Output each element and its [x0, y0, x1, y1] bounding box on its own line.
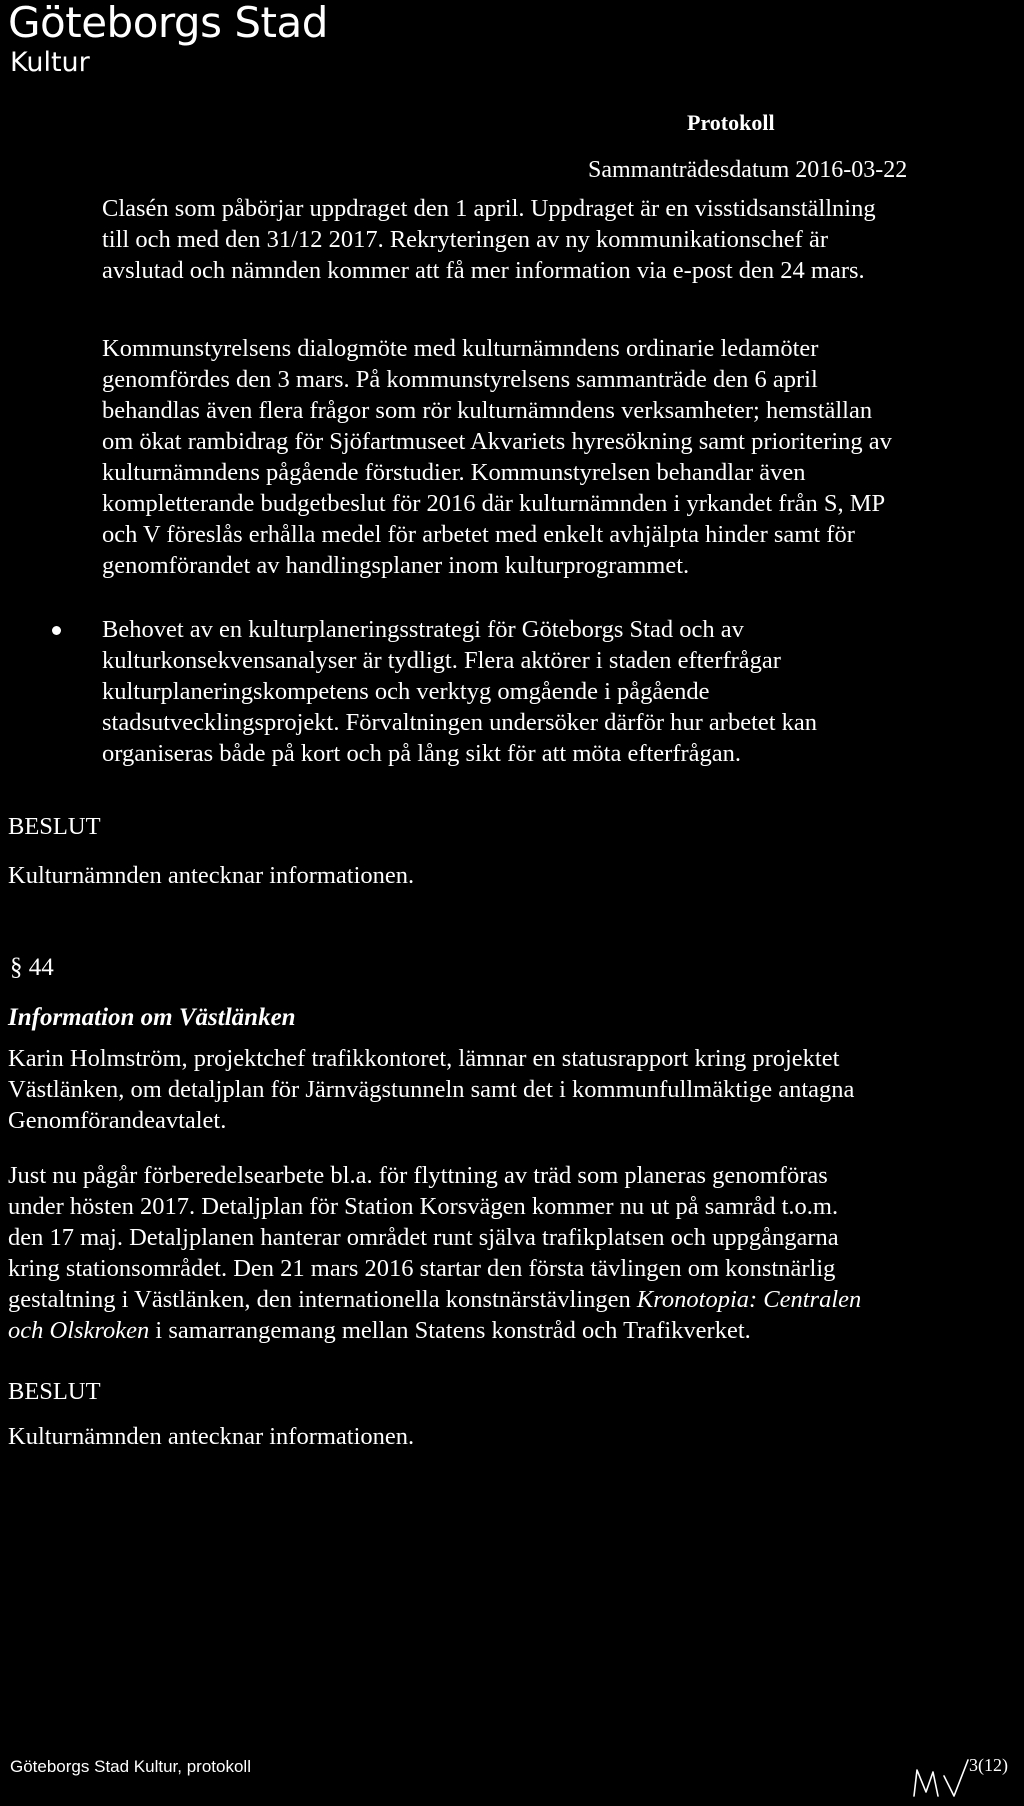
text-line: om ökat rambidrag för Sjöfartmuseet Akvariets hyresökning samt prioritering av	[102, 428, 892, 455]
meeting-date: Sammanträdesdatum 2016-03-22	[588, 157, 908, 183]
text-line: Västlänken, om detaljplan för Järnvägstunneln samt det i kommunfullmäktige antagna	[8, 1076, 855, 1103]
footer-document-label: Göteborgs Stad Kultur, protokoll	[10, 1757, 251, 1776]
text-line: genomförandet av handlingsplaner inom kulturprogrammet.	[102, 552, 690, 579]
text-line	[8, 1315, 1020, 1346]
text-line: Genomförandeavtalet.	[8, 1107, 227, 1134]
text-line: kulturkonsekvensanalyser är tydligt. Flera aktörer i staden efterfrågar	[102, 647, 781, 674]
competition-title-italic: och Olskroken	[8, 1317, 150, 1344]
decision-text	[8, 860, 1020, 891]
text-line: behandlas även flera frågor som rör kulturnämndens verksamheter; hemställan	[102, 397, 873, 424]
document-type: Protokoll	[687, 110, 775, 135]
text-line: under hösten 2017. Detaljplan för Station Korsvägen kommer nu ut på samråd t.o.m.	[8, 1193, 839, 1220]
text-line: Kommunstyrelsens dialogmöte med kulturnämndens ordinarie ledamöter	[102, 335, 819, 362]
text-line: avslutad och nämnden kommer att få mer information via e-post den 24 mars.	[102, 257, 865, 284]
text-line: kring stationsområdet. Den 21 mars 2016 startar den första tävlingen om konstnärlig	[8, 1255, 836, 1282]
section-title: Information om Västlänken	[8, 1004, 296, 1031]
text-line: kompletterande budgetbeslut för 2016 där kulturnämnden i yrkandet från S, MP	[102, 490, 886, 517]
text-line: Just nu pågår förberedelsearbete bl.a. för flyttning av träd som planeras genomföras	[8, 1162, 828, 1189]
paragraph-preparation-work	[8, 1160, 1020, 1346]
text-line: och V föreslås erhålla medel för arbetet med enkelt avhjälpta hinder samt för	[102, 521, 855, 548]
decision-body-text: Kulturnämnden antecknar informationen.	[8, 862, 415, 889]
text-line: kulturnämndens pågående förstudier. Kommunstyrelsen behandlar även	[102, 459, 806, 486]
decision-heading	[8, 811, 1020, 842]
text-line: organiseras både på kort och på lång sikt för att möta efterfrågan.	[102, 740, 742, 767]
bullet-item-cultural-planning	[102, 614, 1022, 769]
organization-name: Göteborgs Stad	[8, 0, 328, 47]
text-line: Clasén som påbörjar uppdraget den 1 april. Uppdraget är en visstidsanställning	[102, 195, 876, 222]
text-line	[8, 1284, 1020, 1315]
text-line: den 17 maj. Detaljplanen hanterar området runt själva trafikplatsen och uppgångarna	[8, 1224, 839, 1251]
paragraph-dialogue-meeting	[102, 333, 1022, 581]
decision-heading-text: BESLUT	[8, 813, 101, 840]
decision-heading-text: BESLUT	[8, 1378, 101, 1405]
text-line: genomfördes den 3 mars. På kommunstyrelsens sammanträde den 6 april	[102, 366, 818, 393]
text-run: i samarrangemang mellan Statens konstråd och Trafikverket.	[149, 1317, 751, 1344]
page-number: 3(12)	[969, 1755, 1008, 1775]
text-line: Behovet av en kulturplaneringsstrategi för Göteborgs Stad och av	[102, 616, 744, 643]
decision-body-text: Kulturnämnden antecknar informationen.	[8, 1423, 415, 1450]
decision-heading	[8, 1376, 1020, 1407]
text-line: till och med den 31/12 2017. Rekryteringen av ny kommunikationschef är	[102, 226, 828, 253]
paragraph-status-report	[8, 1043, 1020, 1136]
text-line: kulturplaneringskompetens och verktyg omgående i pågående	[102, 678, 710, 705]
paragraph-recruitment	[102, 193, 1022, 286]
text-line: stadsutvecklingsprojekt. Förvaltningen undersöker därför hur arbetet kan	[102, 709, 818, 736]
text-line: Karin Holmström, projektchef trafikkontoret, lämnar en statusrapport kring projektet	[8, 1045, 840, 1072]
department-name: Kultur	[10, 47, 90, 78]
competition-title-italic: Kronotopia: Centralen	[636, 1286, 862, 1313]
section-number: § 44	[10, 954, 54, 981]
text-run: gestaltning i Västlänken, den internationella konstnärstävlingen	[8, 1286, 637, 1313]
decision-text	[8, 1421, 1020, 1452]
bullet-icon	[52, 626, 61, 635]
